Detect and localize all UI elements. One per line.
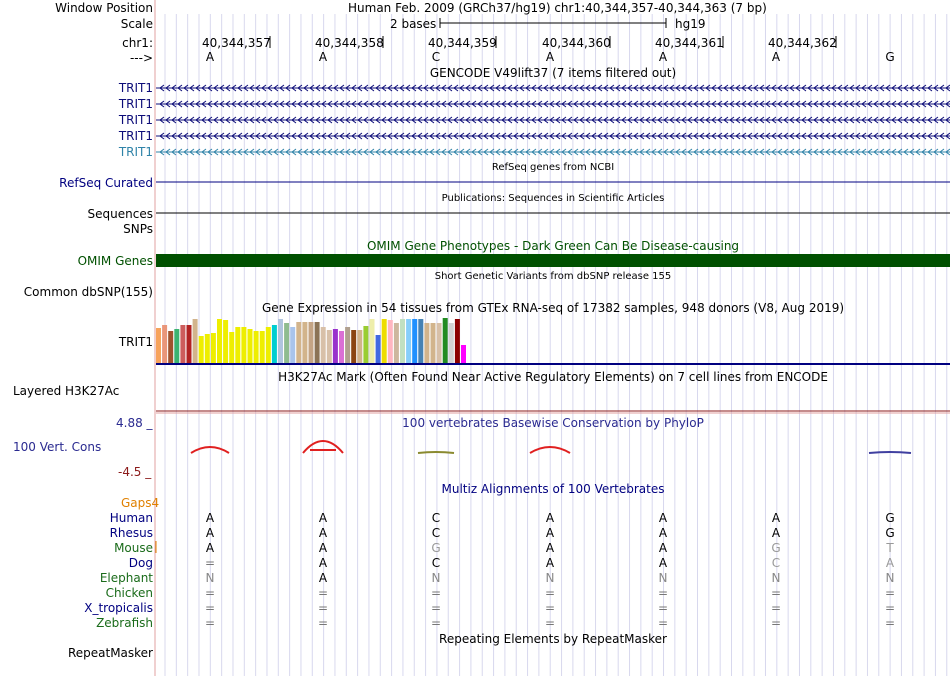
gtex-tissue-bar: [321, 327, 326, 363]
alignment-base: =: [884, 586, 896, 600]
gtex-tissue-bar: [223, 320, 228, 363]
alignment-base: =: [770, 586, 782, 600]
gtex-gene-label[interactable]: TRIT1: [118, 335, 153, 349]
scale-db: hg19: [675, 17, 706, 31]
species-label[interactable]: Dog: [128, 556, 153, 570]
alignment-base: A: [205, 511, 215, 525]
chrom-label: chr1:: [122, 36, 153, 50]
gtex-tissue-bar: [235, 327, 240, 363]
gaps-label[interactable]: Gaps4: [121, 496, 160, 510]
position-label: 40,344,357: [202, 36, 271, 50]
alignment-base: =: [884, 616, 896, 630]
gtex-tissue-bar: [394, 323, 399, 363]
alignment-base: =: [317, 601, 329, 615]
species-label[interactable]: Mouse: [114, 541, 153, 555]
gtex-tissue-bar: [376, 335, 381, 363]
gtex-tissue-bar: [241, 327, 246, 363]
gtex-tissue-bar: [345, 327, 350, 363]
alignment-base: =: [884, 601, 896, 615]
gtex-tissue-bar: [156, 328, 161, 363]
reference-base: C: [431, 50, 441, 64]
gtex-tissue-bar: [205, 334, 210, 363]
alignment-base: =: [204, 616, 216, 630]
gtex-tissue-bar: [272, 325, 277, 363]
alignment-base: =: [317, 586, 329, 600]
gtex-tissue-bar: [388, 320, 393, 363]
species-label[interactable]: Chicken: [105, 586, 153, 600]
snps-label[interactable]: SNPs: [123, 222, 153, 236]
phylop-score-peak: [418, 452, 454, 453]
gencode-transcript-label[interactable]: TRIT1: [118, 81, 153, 95]
scale-label: Scale: [120, 17, 153, 31]
alignment-base: N: [885, 571, 895, 585]
alignment-base: A: [771, 526, 781, 540]
alignment-base: =: [430, 601, 442, 615]
alignment-base: C: [431, 556, 441, 570]
alignment-base: C: [771, 556, 781, 570]
scale-text: 2 bases: [390, 17, 437, 31]
alignment-base: =: [430, 616, 442, 630]
alignment-base: A: [205, 541, 215, 555]
alignment-base: A: [545, 556, 555, 570]
alignment-base: A: [318, 556, 328, 570]
reference-base: A: [318, 50, 328, 64]
species-label[interactable]: Rhesus: [109, 526, 153, 540]
gtex-tissue-bar: [455, 319, 460, 363]
alignment-base: =: [770, 601, 782, 615]
phylop-title: 100 vertebrates Basewise Conservation by PhyloP: [402, 416, 704, 430]
alignment-base: A: [545, 541, 555, 555]
gtex-tissue-bar: [266, 327, 271, 363]
repeatmasker-title: Repeating Elements by RepeatMasker: [439, 632, 667, 646]
gtex-tissue-bar: [357, 330, 362, 363]
gtex-tissue-bar: [437, 323, 442, 363]
alignment-base: =: [204, 556, 216, 570]
omim-bar: [156, 254, 950, 267]
gtex-tissue-bar: [406, 319, 411, 363]
gtex-tissue-bar: [370, 319, 375, 363]
reference-base: G: [885, 50, 895, 64]
gtex-tissue-bar: [187, 325, 192, 363]
species-label[interactable]: Elephant: [99, 571, 153, 585]
gtex-tissue-bar: [199, 336, 204, 363]
gtex-tissue-bar: [180, 325, 185, 363]
refseq-label[interactable]: RefSeq Curated: [59, 176, 153, 190]
alignment-base: G: [431, 541, 441, 555]
gtex-tissue-bar: [193, 319, 198, 363]
alignment-base: A: [545, 511, 555, 525]
gtex-tissue-bar: [443, 318, 448, 363]
phylop-label[interactable]: 100 Vert. Cons: [13, 440, 102, 454]
alignment-base: G: [885, 511, 895, 525]
alignment-base: =: [544, 601, 556, 615]
refseq-title: RefSeq genes from NCBI: [491, 162, 615, 173]
dbsnp-label[interactable]: Common dbSNP(155): [23, 285, 153, 299]
alignment-base: =: [317, 616, 329, 630]
alignment-base: =: [430, 586, 442, 600]
gtex-tissue-bar: [315, 322, 320, 363]
gtex-tissue-bar: [351, 330, 356, 363]
alignment-base: N: [431, 571, 441, 585]
h3k27ac-label[interactable]: Layered H3K27Ac: [13, 384, 120, 398]
gtex-tissue-bar: [168, 331, 173, 363]
multiz-title: Multiz Alignments of 100 Vertebrates: [441, 482, 665, 496]
gencode-transcript-label[interactable]: TRIT1: [118, 97, 153, 111]
position-label: 40,344,360: [542, 36, 611, 50]
reference-base: A: [658, 50, 668, 64]
gtex-tissue-bar: [431, 323, 436, 363]
reference-base: A: [771, 50, 781, 64]
species-label[interactable]: Human: [109, 511, 153, 525]
omim-title: OMIM Gene Phenotypes - Dark Green Can Be Disease-causing: [366, 239, 740, 253]
phylop-score-peak: [303, 441, 343, 453]
gtex-tissue-bar: [290, 327, 295, 363]
phylop-score-peak: [530, 447, 570, 453]
alignment-base: A: [885, 556, 895, 570]
position-label: 40,344,358: [315, 36, 384, 50]
phylop-ymin: -4.5 _: [118, 465, 152, 479]
alignment-base: A: [545, 526, 555, 540]
omim-label[interactable]: OMIM Genes: [77, 254, 153, 268]
alignment-base: G: [885, 526, 895, 540]
alignment-base: N: [658, 571, 668, 585]
alignment-base: A: [318, 541, 328, 555]
reference-base: A: [205, 50, 215, 64]
species-label[interactable]: Zebrafish: [96, 616, 153, 630]
gencode-transcript-label[interactable]: TRIT1: [118, 113, 153, 127]
alignment-base: A: [658, 556, 668, 570]
dbsnp-title: Short Genetic Variants from dbSNP release 155: [434, 271, 672, 282]
gtex-tissue-bar: [260, 331, 265, 363]
gtex-tissue-bar: [278, 319, 283, 363]
alignment-base: =: [204, 601, 216, 615]
phylop-score-peak: [191, 447, 229, 453]
phylop-ymax: 4.88 _: [116, 416, 153, 430]
window-position-label: Window Position: [55, 1, 153, 15]
gtex-title: Gene Expression in 54 tissues from GTEx RNA-seq of 17382 samples, 948 donors (V8, Aug 2019): [261, 301, 845, 315]
alignment-base: =: [657, 616, 669, 630]
alignment-base: A: [658, 511, 668, 525]
gtex-tissue-bar: [284, 323, 289, 363]
gtex-tissue-bar: [424, 323, 429, 363]
gtex-tissue-bar: [296, 322, 301, 363]
gtex-tissue-bar: [400, 319, 405, 363]
phylop-score-peak: [869, 452, 911, 453]
position-label: 40,344,362: [768, 36, 837, 50]
gtex-tissue-bar: [229, 332, 234, 363]
alignment-base: N: [771, 571, 781, 585]
alignment-base: A: [318, 571, 328, 585]
gtex-tissue-bar: [333, 329, 338, 363]
gtex-tissue-bar: [254, 331, 259, 363]
gtex-tissue-bar: [217, 319, 222, 363]
alignment-base: =: [657, 601, 669, 615]
gtex-tissue-bar: [248, 329, 253, 363]
alignment-base: =: [544, 586, 556, 600]
gtex-tissue-bar: [211, 333, 216, 363]
alignment-base: T: [886, 541, 894, 555]
alignment-base: =: [770, 616, 782, 630]
gtex-tissue-bar: [363, 326, 368, 363]
alignment-base: N: [545, 571, 555, 585]
publications-label[interactable]: Sequences: [87, 207, 153, 221]
alignment-base: A: [658, 541, 668, 555]
gtex-tissue-bar: [339, 331, 344, 363]
gtex-tissue-bar: [418, 319, 423, 363]
alignment-base: =: [204, 586, 216, 600]
alignment-base: =: [544, 616, 556, 630]
strand-label: --->: [129, 51, 153, 65]
alignment-base: C: [431, 526, 441, 540]
gtex-tissue-bar: [449, 323, 454, 363]
h3k27ac-title: H3K27Ac Mark (Often Found Near Active Regulatory Elements) on 7 cell lines from ENCODE: [278, 370, 828, 384]
alignment-base: =: [657, 586, 669, 600]
position-label: 40,344,361: [655, 36, 724, 50]
gtex-tissue-bar: [412, 319, 417, 363]
position-label: 40,344,359: [428, 36, 497, 50]
gtex-tissue-bar: [382, 319, 387, 363]
gtex-tissue-bar: [309, 322, 314, 363]
alignment-base: A: [658, 526, 668, 540]
gtex-tissue-bar: [327, 330, 332, 363]
gtex-tissue-bar: [461, 345, 466, 363]
reference-base: A: [545, 50, 555, 64]
species-label[interactable]: X_tropicalis: [84, 601, 153, 615]
window-position-value: Human Feb. 2009 (GRCh37/hg19) chr1:40,344,357-40,344,363 (7 bp): [348, 1, 767, 15]
alignment-base: A: [205, 526, 215, 540]
gencode-transcript-label[interactable]: TRIT1: [118, 145, 153, 159]
gencode-title: GENCODE V49lift37 (7 items filtered out): [429, 66, 677, 80]
gtex-tissue-bar: [302, 322, 307, 363]
alignment-base: G: [771, 541, 781, 555]
publications-title: Publications: Sequences in Scientific Articles: [441, 193, 665, 204]
repeatmasker-label[interactable]: RepeatMasker: [67, 646, 153, 660]
alignment-base: A: [318, 511, 328, 525]
gtex-tissue-bar: [174, 329, 179, 363]
gencode-transcript-label[interactable]: TRIT1: [118, 129, 153, 143]
gtex-tissue-bar: [162, 325, 167, 363]
alignment-base: N: [205, 571, 215, 585]
alignment-base: C: [431, 511, 441, 525]
alignment-base: A: [771, 511, 781, 525]
alignment-base: A: [318, 526, 328, 540]
